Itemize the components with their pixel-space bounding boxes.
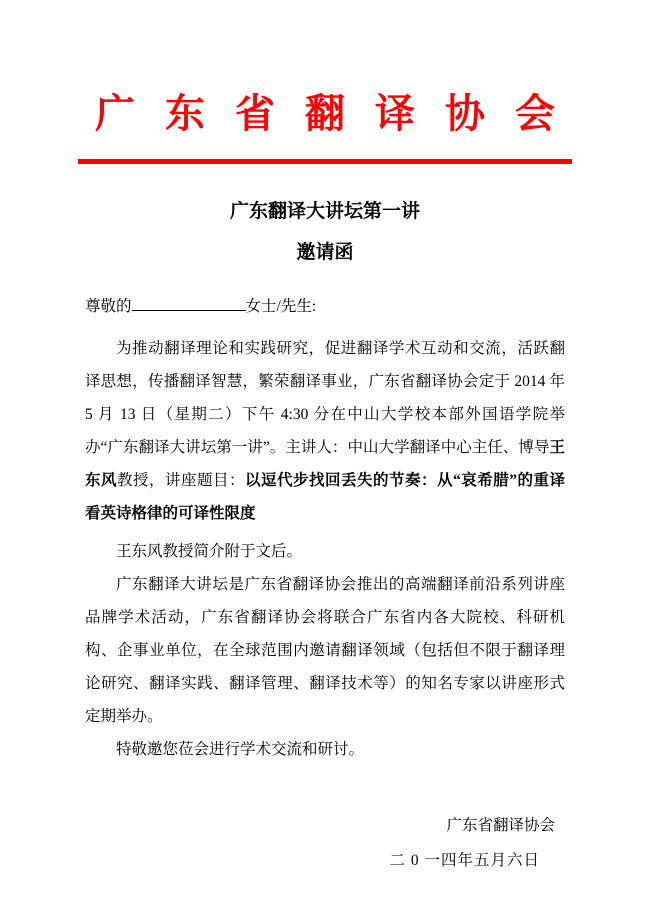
paragraph-invitation-closing: 特敬邀您莅会进行学术交流和研讨。 xyxy=(116,741,365,758)
salutation-suffix: 女士/先生: xyxy=(245,298,317,315)
document-title: 广东翻译大讲坛第一讲 xyxy=(229,201,420,222)
salutation-prefix: 尊敬的 xyxy=(85,298,132,315)
letterhead-divider xyxy=(78,159,572,164)
signature-organization: 广东省翻译协会 xyxy=(446,817,555,834)
recipient-name-blank xyxy=(132,310,246,311)
lecture-title-bold: 以逗代步找回丢失的节奏：从“哀希腊”的重译看英诗格律的可译性限度 xyxy=(85,472,565,522)
letterhead xyxy=(0,0,650,164)
letter-body xyxy=(0,290,650,877)
paragraph-speaker-bio-note: 王东风教授简介附于文后。 xyxy=(116,543,303,560)
signature-date: 二 0 一四年五月六日 xyxy=(389,852,540,869)
signature-block xyxy=(85,809,565,877)
paragraph-text: 教授，讲座题目： xyxy=(117,472,245,489)
document-subtitle: 邀请函 xyxy=(296,242,354,263)
speaker-name-bold: 王东风 xyxy=(85,439,565,489)
paragraph-event-details xyxy=(85,332,565,530)
paragraph-text: 为推动翻译理论和实践研究，促进翻译学术互动和交流，活跃翻译思想，传播翻译智慧，繁荣翻译事业，广东省翻译协会定于 2014 年 5 月 13 日（星期二）下午 4:30 分在中山大学校本部外国语学院举办“广东翻译大讲坛第一讲”。主讲人：中山大学翻译中心主任、博导 xyxy=(85,340,565,456)
paragraph-forum-introduction: 广东翻译大讲坛是广东省翻译协会推出的高端翻译前沿系列讲座品牌学术活动，广东省翻译协会将联合广东省内各大院校、科研机构、企事业单位，在全球范围内邀请翻译领域（包括但不限于翻译理论研究、翻译实践、翻译管理、翻译技术等）的知名专家以讲座形式定期举办。 xyxy=(85,576,565,725)
salutation-line xyxy=(85,290,565,323)
letterhead-org-title: 广东省翻译协会 xyxy=(95,92,585,136)
